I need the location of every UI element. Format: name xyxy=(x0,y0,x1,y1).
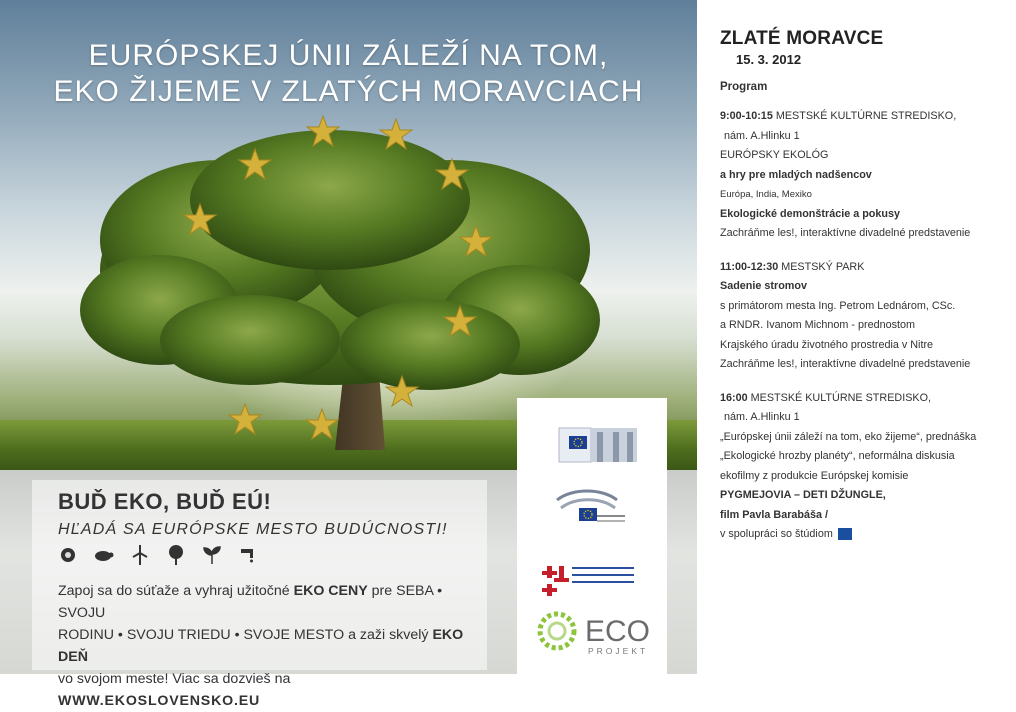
contest-prize: EKO CENY xyxy=(293,583,368,599)
contest-text-part: SVOJE MESTO a zaži skvelý xyxy=(239,627,433,643)
block1-venue: MESTSKÉ KULTÚRNE STREDISKO, xyxy=(772,110,957,122)
contest-text-part: pre SEBA xyxy=(367,583,438,599)
wind-turbine-icon xyxy=(130,545,150,565)
title-line-2: EKO ŽIJEME V ZLATÝCH MORAVCIACH xyxy=(53,75,644,108)
bullet-separator: • xyxy=(117,627,123,643)
program-label: Program xyxy=(720,81,768,93)
contest-text xyxy=(58,580,488,712)
studio-logo-icon xyxy=(838,528,852,540)
bullet-separator: • xyxy=(437,583,443,599)
program-block-2 xyxy=(720,258,1000,375)
block3-address: nám. A.Hlinku 1 xyxy=(724,411,800,423)
event-date: 15. 3. 2012 xyxy=(736,52,802,67)
block2-time: 11:00-12:30 xyxy=(720,260,779,273)
european-commission-logo xyxy=(559,428,637,462)
block3-time: 16:00 xyxy=(720,391,748,404)
contest-text-part: vo svojom meste! Viac sa dozvieš na xyxy=(58,671,291,687)
tree-icon xyxy=(166,545,186,565)
subslogan: HĽADÁ SA EURÓPSKE MESTO BUDÚCNOSTI! xyxy=(58,521,448,538)
block1-time: 9:00-10:15 xyxy=(720,110,773,122)
block3-line4: PYGMEJOVIA – DETI DŽUNGLE, xyxy=(720,489,886,501)
contest-text-part: RODINU xyxy=(58,627,118,643)
website-link[interactable]: WWW.EKOSLOVENSKO.EU xyxy=(58,693,261,709)
block3-line6: v spolupráci so štúdiom xyxy=(720,528,833,540)
block3-line1: „Európskej únii záleží na tom, eko žijeme“, prednáška xyxy=(720,430,977,443)
bullet-separator: • xyxy=(234,627,240,643)
block1-address: nám. A.Hlinku 1 xyxy=(724,129,800,142)
program-block-1 xyxy=(720,107,1000,244)
eco-projekt-logo xyxy=(540,614,650,656)
block1-line5: Zachráňme les!, interaktívne divadelné predstavenie xyxy=(720,227,971,239)
block1-line2: a hry pre mladých nadšencov xyxy=(720,168,872,181)
city-title: ZLATÉ MORAVCE xyxy=(720,28,884,49)
eco-sub: PROJEKT xyxy=(588,646,649,656)
eco-icons-row xyxy=(58,545,258,565)
block2-venue: MESTSKÝ PARK xyxy=(778,260,865,273)
block2-line3: a RNDR. Ivanom Michnom - prednostom xyxy=(720,319,916,331)
contest-eko-den: EKO DEŇ xyxy=(58,627,464,665)
block3-line5: film Pavla Barabáša / xyxy=(720,508,829,521)
block3-line2: „Ekologické hrozby planéty“, neformálna diskusia xyxy=(720,450,955,462)
logos-column xyxy=(517,398,667,674)
block1-line4: Ekologické demonštrácie a pokusy xyxy=(720,207,901,220)
block1-line3: Európa, India, Mexiko xyxy=(720,189,812,200)
globe-icon xyxy=(58,545,78,565)
block3-venue: MESTSKÉ KULTÚRNE STREDISKO, xyxy=(747,391,932,404)
eco-text: ECO xyxy=(585,615,651,648)
poster-title xyxy=(0,38,697,110)
block2-line5: Zachráňme les!, interaktívne divadelné predstavenie xyxy=(720,358,971,370)
tortoise-icon xyxy=(94,545,114,565)
slogan: BUĎ EKO, BUĎ EÚ! xyxy=(58,489,272,514)
block2-line2: s primátorom mesta Ing. Petrom Lednárom, CSc. xyxy=(720,299,956,312)
contest-text-part: Zapoj sa do súťaže a vyhraj užitočné xyxy=(58,583,294,599)
block3-line3: ekofilmy z produkcie Európskej komisie xyxy=(720,469,909,482)
partner-logos xyxy=(517,398,667,674)
program-column xyxy=(720,28,1000,545)
european-parliament-logo xyxy=(557,491,625,521)
contest-text-part: SVOJU xyxy=(58,605,106,621)
contest-text-part: SVOJU TRIEDU xyxy=(122,627,235,643)
title-line-1: EURÓPSKEJ ÚNII ZÁLEŽÍ NA TOM, xyxy=(88,39,609,72)
slovak-environment-ministry-logo xyxy=(542,566,634,596)
water-tap-icon xyxy=(238,545,258,565)
program-block-3 xyxy=(720,389,1000,545)
leaf-sprout-icon xyxy=(202,545,222,565)
block2-line4: Krajského úradu životného prostredia v Nitre xyxy=(720,338,934,351)
block1-line1: EURÓPSKY EKOLÓG xyxy=(720,149,829,161)
block2-line1: Sadenie stromov xyxy=(720,280,808,292)
